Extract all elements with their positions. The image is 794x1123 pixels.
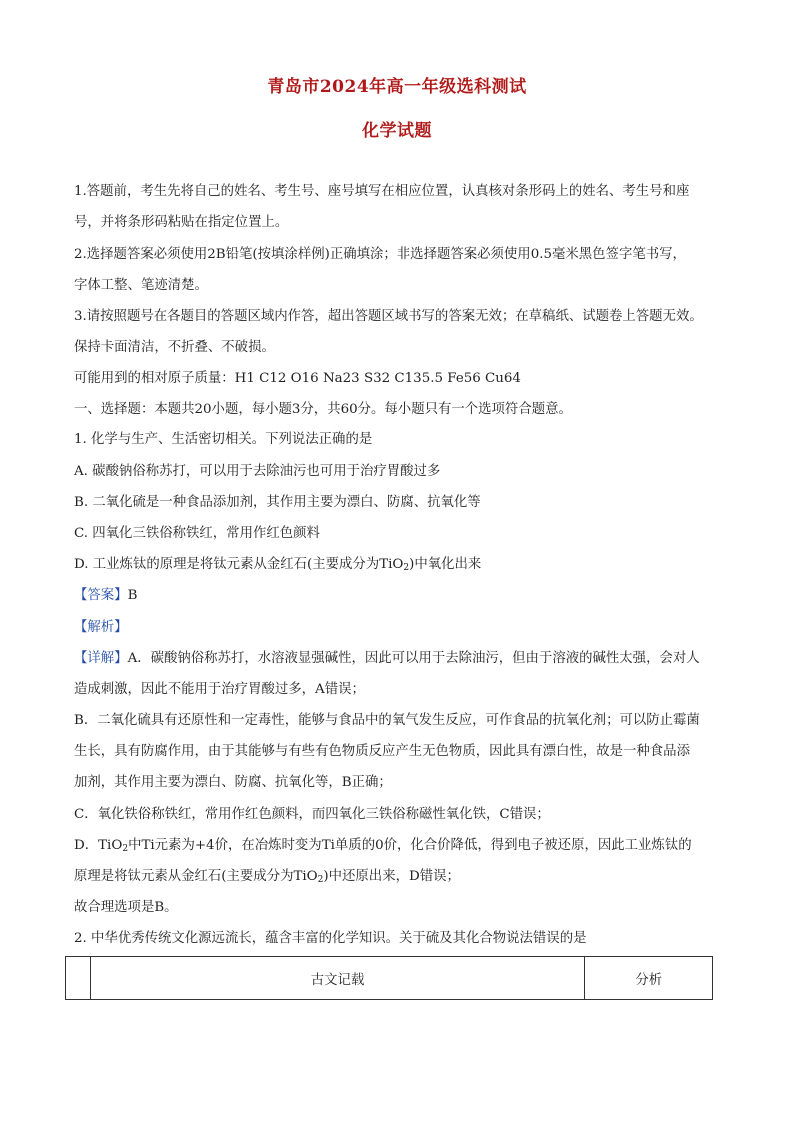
q1-option-d: D. 工业炼钛的原理是将钛元素从金红石(主要成分为TiO$_2$)中氧化出来 <box>74 557 482 573</box>
q2-table <box>65 956 713 1000</box>
answer-tag: 【答案】 <box>74 588 128 603</box>
detail-line-8: 原理是将钛元素从金红石(主要成分为TiO$_2$)中还原出来，D错误； <box>74 869 460 885</box>
q1-option-c: C. 四氧化三铁俗称铁红，常用作红色颜料 <box>74 526 320 541</box>
table-header-cell: 古文记载 <box>90 957 585 1000</box>
q1-answer <box>74 586 724 606</box>
note-line-2: 号，并将条形码粘贴在指定位置上。 <box>74 215 289 230</box>
analysis-tag: 【解析】 <box>74 620 128 635</box>
section-heading: 一、选择题：本题共20小题，每小题3分，共60分。每小题只有一个选项符合题意。 <box>74 402 572 417</box>
detail-line-3: B．二氧化硫具有还原性和一定毒性，能够与食品中的氧气发生反应，可作食品的抗氧化剂；可以防止霉菌 <box>74 713 700 728</box>
detail-tag: 【详解】 <box>74 651 128 666</box>
note-line-5: 3.请按照题号在各题目的答题区域内作答，超出答题区域书写的答案无效；在草稿纸、试题卷上答题无效。 <box>74 309 703 324</box>
q1-option-a: A. 碳酸钠俗称苏打，可以用于去除油污也可用于治疗胃酸过多 <box>74 464 441 479</box>
q1-stem: 1. 化学与生产、生活密切相关。下列说法正确的是 <box>74 432 373 447</box>
q2-stem: 2. 中华优秀传统文化源远流长，蕴含丰富的化学知识。关于硫及其化合物说法错误的是 <box>74 931 587 946</box>
detail-line-4: 生长，具有防腐作用，由于其能够与有些有色物质反应产生无色物质，因此具有漂白性，故是一种食品添 <box>74 744 690 759</box>
exam-title: 青岛市2024年高一年级选科测试 <box>267 77 527 97</box>
table-header-cell: 分析 <box>585 957 713 1000</box>
table-header-row <box>66 957 713 1000</box>
exam-subtitle: 化学试题 <box>362 121 432 141</box>
detail-line-2: 造成刺激，因此不能用于治疗胃酸过多，A错误； <box>74 682 365 697</box>
note-line-6: 保持卡面清洁，不折叠、不破损。 <box>74 340 275 355</box>
q1-option-b: B. 二氧化硫是一种食品添加剂，其作用主要为漂白、防腐、抗氧化等 <box>74 495 481 510</box>
detail-line-5: 加剂，其作用主要为漂白、防腐、抗氧化等，B正确； <box>74 775 392 790</box>
note-line-4: 字体工整、笔迹清楚。 <box>74 278 208 293</box>
atomic-mass-line: 可能用到的相对原子质量：H1 C12 O16 Na23 S32 C135.5 Fe56 Cu64 <box>74 371 521 386</box>
note-line-1: 1.答题前，考生先将自己的姓名、考生号、座号填写在相应位置，认真核对条形码上的姓名、考生号和座 <box>74 184 690 199</box>
table-header-cell <box>66 957 91 1000</box>
detail-line-9: 故合理选项是B。 <box>74 900 178 915</box>
detail-line-1: 【详解】A．碳酸钠俗称苏打，水溶液显强碱性，因此可以用于去除油污，但由于溶液的碱性太强，会对人 <box>74 651 700 666</box>
answer-value: B <box>127 588 138 603</box>
note-line-3: 2.选择题答案必须使用2B铅笔(按填涂样例)正确填涂；非选择题答案必须使用0.5毫米黑色签字笔书写， <box>74 247 686 262</box>
detail-line-6: C．氧化铁俗称铁红，常用作红色颜料，而四氧化三铁俗称磁性氧化铁，C错误； <box>74 807 550 822</box>
detail-line-7: D．TiO$_2$中Ti元素为+4价，在冶炼时变为Ti单质的0价，化合价降低，得到电子被还原，因此工业炼钛的 <box>74 838 692 854</box>
